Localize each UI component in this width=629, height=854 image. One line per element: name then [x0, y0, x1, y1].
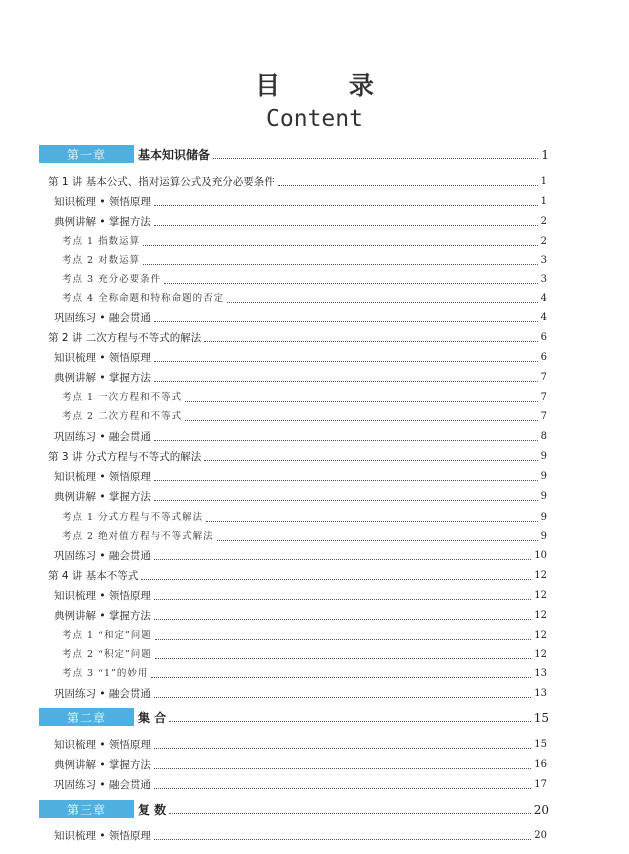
toc-page-number: 6 — [540, 332, 547, 343]
toc-page-number: 13 — [534, 688, 547, 699]
toc-page-number: 12 — [534, 570, 547, 581]
toc-page-number: 12 — [534, 610, 547, 621]
dot-leader — [204, 341, 537, 342]
toc-entry-label: 考点 3 “1”的妙用 — [62, 668, 149, 679]
toc-entry-label: 巩固练习 • 融会贯通 — [54, 550, 151, 562]
toc-page-number: 2 — [540, 236, 547, 247]
toc-entry-label: 考点 3 充分必要条件 — [62, 274, 162, 285]
dot-leader — [154, 440, 538, 441]
toc-entry-label: 巩固练习 • 融会贯通 — [54, 688, 151, 700]
toc-entry-label: 考点 2 二次方程和不等式 — [62, 411, 183, 422]
toc-entry-label: 第 2 讲 二次方程与不等式的解法 — [48, 332, 202, 344]
toc-page-number: 3 — [540, 255, 547, 266]
toc-section[interactable] — [0, 467, 629, 485]
dot-leader — [169, 813, 531, 814]
chapter-badge: 第三章 — [39, 800, 134, 818]
dot-leader — [154, 599, 531, 600]
dot-leader — [151, 677, 531, 678]
toc-page-number: 7 — [540, 372, 547, 383]
dot-leader — [154, 559, 531, 560]
toc-page-number: 4 — [540, 293, 547, 304]
toc-entry-label: 典例讲解 • 掌握方法 — [54, 216, 151, 228]
dot-leader — [169, 721, 531, 722]
toc-entry-label: 知识梳理 • 领悟原理 — [54, 590, 151, 602]
toc-page-number: 6 — [540, 352, 547, 363]
dot-leader — [154, 205, 538, 206]
toc-point[interactable] — [0, 626, 629, 644]
toc-entry-label: 考点 1 分式方程与不等式解法 — [62, 512, 204, 523]
toc-page-number: 17 — [534, 779, 547, 790]
toc-page-number: 12 — [534, 649, 547, 660]
toc-section[interactable] — [0, 826, 629, 844]
dot-leader — [141, 579, 531, 580]
toc-section[interactable] — [0, 775, 629, 793]
toc-page-number: 1 — [540, 196, 547, 207]
toc-entry-label: 考点 1 “和定”问题 — [62, 630, 152, 641]
toc-section[interactable] — [0, 586, 629, 604]
toc-chapter[interactable] — [0, 800, 629, 818]
toc-section[interactable] — [0, 368, 629, 386]
toc-page-number: 13 — [534, 668, 547, 679]
toc-section[interactable] — [0, 546, 629, 564]
toc-entry-label: 知识梳理 • 领悟原理 — [54, 471, 151, 483]
dot-leader — [185, 420, 538, 421]
dot-leader — [154, 768, 531, 769]
toc-entry-label: 考点 1 指数运算 — [62, 236, 141, 247]
dot-leader — [154, 361, 538, 362]
toc-page-number: 12 — [534, 630, 547, 641]
toc-lecture[interactable] — [0, 447, 629, 465]
dot-leader — [213, 158, 538, 159]
toc-page-number: 20 — [534, 830, 547, 841]
toc-chapter[interactable] — [0, 708, 629, 726]
dot-leader — [185, 401, 538, 402]
toc-entry-label: 考点 2 “积定”问题 — [62, 649, 152, 660]
toc-section[interactable] — [0, 192, 629, 210]
toc-page-number: 9 — [540, 531, 547, 542]
dot-leader — [155, 658, 531, 659]
toc-entry-label: 考点 2 对数运算 — [62, 255, 141, 266]
dot-leader — [154, 839, 531, 840]
toc-section[interactable] — [0, 427, 629, 445]
dot-leader — [227, 302, 538, 303]
toc-lecture[interactable] — [0, 328, 629, 346]
toc-page-number: 9 — [540, 491, 547, 502]
toc-point[interactable] — [0, 232, 629, 250]
toc-lecture[interactable] — [0, 172, 629, 190]
toc-entry-label: 典例讲解 • 掌握方法 — [54, 372, 151, 384]
toc-page-number: 7 — [540, 411, 547, 422]
toc-entry-label: 复 数 — [138, 803, 167, 817]
toc-page-number: 12 — [534, 590, 547, 601]
toc-page-number: 15 — [533, 711, 549, 725]
toc-entry-label: 第 1 讲 基本公式、指对运算公式及充分必要条件 — [48, 176, 275, 188]
toc-chapter[interactable] — [0, 145, 629, 163]
toc-section[interactable] — [0, 684, 629, 702]
toc-section[interactable] — [0, 308, 629, 326]
toc-point[interactable] — [0, 289, 629, 307]
toc-page-number: 3 — [540, 274, 547, 285]
dot-leader — [154, 321, 538, 322]
toc-entry-label: 典例讲解 • 掌握方法 — [54, 491, 151, 503]
toc-entry-label: 考点 1 一次方程和不等式 — [62, 392, 183, 403]
toc-section[interactable] — [0, 348, 629, 366]
toc-point[interactable] — [0, 508, 629, 526]
dot-leader — [204, 460, 537, 461]
toc-point[interactable] — [0, 388, 629, 406]
dot-leader — [217, 540, 538, 541]
toc-point[interactable] — [0, 407, 629, 425]
toc-entry-label: 第 4 讲 基本不等式 — [48, 570, 139, 582]
chapter-badge: 第一章 — [39, 145, 134, 163]
toc-entry-label: 典例讲解 • 掌握方法 — [54, 610, 151, 622]
dot-leader — [154, 225, 538, 226]
dot-leader — [154, 697, 531, 698]
dot-leader — [206, 521, 538, 522]
dot-leader — [154, 381, 538, 382]
toc-page-number: 1 — [540, 176, 547, 187]
toc-entry-label: 考点 4 全称命题和特称命题的否定 — [62, 293, 225, 304]
toc-section[interactable] — [0, 487, 629, 505]
toc-entry-label: 知识梳理 • 领悟原理 — [54, 196, 151, 208]
toc-point[interactable] — [0, 270, 629, 288]
toc-entry-label: 巩固练习 • 融会贯通 — [54, 431, 151, 443]
toc-entry-label: 巩固练习 • 融会贯通 — [54, 779, 151, 791]
dot-leader — [154, 480, 538, 481]
toc-entry-label: 考点 2 绝对值方程与不等式解法 — [62, 531, 214, 542]
toc-lecture[interactable] — [0, 566, 629, 584]
dot-leader — [154, 788, 531, 789]
toc-entry-label: 巩固练习 • 融会贯通 — [54, 312, 151, 324]
toc-page-number: 16 — [534, 759, 547, 770]
dot-leader — [154, 619, 531, 620]
dot-leader — [154, 748, 531, 749]
page-title: 目 录 — [255, 71, 404, 100]
toc-entry-label: 基本知识储备 — [138, 148, 211, 162]
toc-page-number: 2 — [540, 216, 547, 227]
toc-point[interactable] — [0, 251, 629, 269]
toc-page-number: 7 — [540, 392, 547, 403]
toc-page-number: 8 — [540, 431, 547, 442]
toc-page-number: 9 — [540, 451, 547, 462]
dot-leader — [155, 639, 531, 640]
toc-section[interactable] — [0, 755, 629, 773]
page-subtitle: Content — [266, 106, 363, 132]
toc-section[interactable] — [0, 606, 629, 624]
toc-section[interactable] — [0, 735, 629, 753]
toc-point[interactable] — [0, 664, 629, 682]
toc-section[interactable] — [0, 212, 629, 230]
toc-entry-label: 典例讲解 • 掌握方法 — [54, 759, 151, 771]
toc-page-number: 9 — [540, 512, 547, 523]
toc-entry-label: 知识梳理 • 领悟原理 — [54, 830, 151, 842]
toc-page-number: 9 — [540, 471, 547, 482]
toc-point[interactable] — [0, 527, 629, 545]
toc-entry-label: 第 3 讲 分式方程与不等式的解法 — [48, 451, 202, 463]
chapter-badge: 第二章 — [39, 708, 134, 726]
toc-page-number: 1 — [541, 148, 549, 162]
toc-entry-label: 集 合 — [138, 711, 167, 725]
dot-leader — [154, 500, 538, 501]
dot-leader — [164, 283, 538, 284]
dot-leader — [143, 245, 538, 246]
toc-entry-label: 知识梳理 • 领悟原理 — [54, 352, 151, 364]
toc-page-number: 20 — [533, 803, 549, 817]
toc-page-number: 10 — [534, 550, 547, 561]
toc-point[interactable] — [0, 645, 629, 663]
dot-leader — [143, 264, 538, 265]
toc-entry-label: 知识梳理 • 领悟原理 — [54, 739, 151, 751]
toc-page-number: 4 — [540, 312, 547, 323]
dot-leader — [278, 185, 538, 186]
toc-page-number: 15 — [534, 739, 547, 750]
